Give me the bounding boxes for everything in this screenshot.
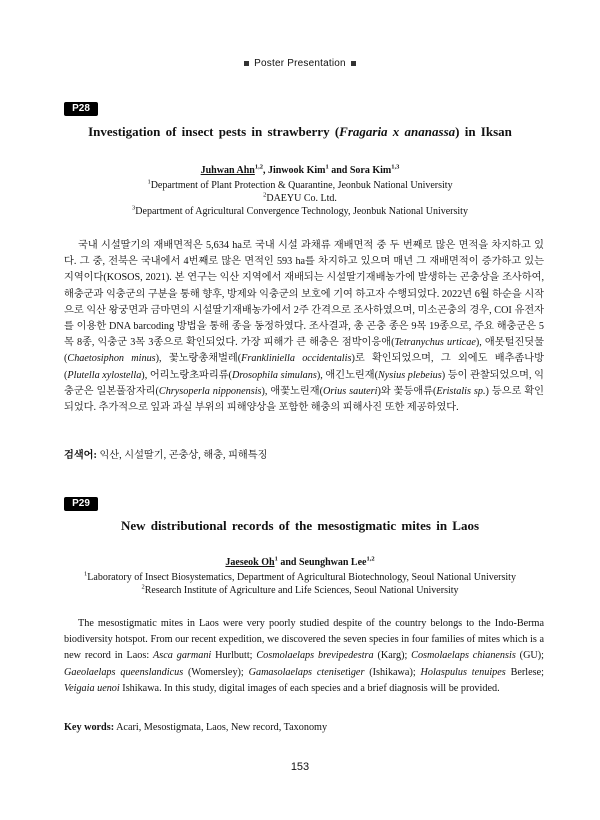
page-number: 153 [290, 761, 310, 773]
p29-affil-2 [40, 584, 560, 597]
p28-title-pre: Investigation of insect pests in strawberry ( [88, 124, 340, 139]
p29-affil-1 [40, 571, 560, 584]
p28-abs-text: )로 확인되었으며, 그 외에도 배추좀나방( [64, 353, 544, 381]
p29-authors [40, 557, 560, 568]
p28-author-3-sup: 1,3 [391, 163, 400, 171]
p29-author-1-sup: 1 [274, 555, 278, 563]
p28-keywords-list: 익산, 시설딸기, 곤충상, 해충, 피해특징 [96, 450, 268, 461]
p28-author-1: Juhwan Ahn [200, 165, 255, 176]
p29-title: New distributional records of the mesostigmatic mites in Laos [120, 518, 480, 533]
p29-author-2: and Seunghwan Lee [277, 557, 367, 568]
p28-affil-2-text: DAEYU Co. Ltd. [266, 193, 337, 204]
p29-keywords-label: Key words: [64, 722, 115, 733]
p28-abs-text: 국내 시설딸기의 재배면적은 5,634 ha로 국내 시설 과채류 재배면적 중 두 번째로 많은 면적을 차지하고 있다. 그 중, 전북은 국내에서 4번째로 많은 면적인 593 ha를 차지하고 있으며 매년 그 재배면적이 증가하고 있는 지역이다(KOSOS, 2021). 본 연구는 익산 지역에서 재배되는 시설딸기재배농가에 발생하는 곤충상을 조사하여, 해충군과 익충군의 구분을 통해 향후, 방제와 익충군의 보호에 기여 하고자 수행되었다. 2022년 6월 하순을 시작으로 익산 왕궁면과 금마면의 시설딸기재배농가에서 2주 간격으로 조사하였으며, 미소곤충의 경우, COI 유전자를 이용한 DNA barcoding 방법을 통해 종을 동정하였다. 조사결과, 총 곤충 종은 9목 19종으로, 주요 해충군은 5목 8종, 익충군 3목 3종으로 확인되었다. 가장 피해가 큰 해충은 점박이응애( [64, 240, 544, 349]
p28-abs-species: Nysius plebeius [377, 369, 442, 381]
p28-abs-text: ), 꽃노랑총채벌레( [155, 353, 242, 365]
p28-abs-text: ), 애꽃노린재( [261, 385, 323, 397]
p29-abs-species: Gamasolaelaps cteniset [248, 666, 348, 678]
p29-author-1: Jaeseok Oh [225, 557, 275, 568]
p28-affil-3-text: Department of Agricultural Convergence Technology, Jeonbuk National University [135, 206, 468, 217]
p29-abs-species: Asca garmani [153, 650, 212, 662]
p28-abs-text: ), 애긴노린재( [316, 369, 378, 381]
p29-abs-text: (Ishikawa); [364, 666, 421, 678]
p29-abs-species: Cosmolaelaps brevipedestra [256, 650, 374, 662]
p28-author-2-sup: 1 [325, 163, 329, 171]
p29-affil-1-sup: 1 [84, 570, 88, 578]
p28-abs-text: ), 애못털진딧물( [64, 337, 544, 365]
p29-abs-text: Hurlbutt; [211, 650, 257, 662]
p29-affil-1-text: Laboratory of Insect Biosystematics, Department of Agricultural Biotechnology, Seoul National University [87, 572, 516, 583]
p29-keywords-list: Acari, Mesostigmata, Laos, New record, Taxonomy [114, 722, 328, 733]
p28-abs-species: Chrysoperla nipponensis [158, 385, 262, 397]
p28-abs-species: Tetranychus urticae [394, 337, 476, 349]
p29-abs-species: Veigaia uenoi [64, 682, 120, 694]
p28-keywords-label: 검색어: [64, 450, 97, 461]
p29-abs-text: (Karg); [373, 650, 412, 662]
p28-abs-species: Drosophila simulans [231, 369, 317, 381]
p28-affil-1-text: Department of Plant Protection & Quarantine, Jeonbuk National University [150, 180, 453, 191]
p28-keywords [64, 446, 544, 461]
p28-title [40, 124, 560, 140]
p29-affil-2-text: Research Institute of Agriculture and Life Sciences, Seoul National University [144, 585, 459, 596]
poster-tag-p29: P29 [64, 497, 98, 511]
p28-abs-species: Orius sauteri [322, 385, 378, 397]
p28-abs-text: ) 등이 관찰되었으며, 익충군은 일본풀잠자리( [64, 369, 545, 397]
p29-abs-text: (Womersley); [183, 666, 249, 678]
p29-abs-text: i [347, 666, 351, 678]
p29-affiliations [40, 571, 560, 597]
p29-abs-species: Holaspulus tenuipes [420, 666, 506, 678]
p28-author-1-sup: 1,2 [254, 163, 263, 171]
p29-affil-2-sup: 2 [141, 583, 145, 591]
poster-tag-p28: P28 [64, 102, 98, 116]
p28-affil-2 [40, 192, 560, 205]
p28-author-2: , Jinwook Kim [262, 165, 326, 176]
p29-abstract [64, 616, 544, 697]
p28-abs-text: ), 어리노랑초파리류( [141, 369, 232, 381]
p29-abs-species: ger [350, 666, 365, 678]
p29-abs-text: The mesostigmatic mites in Laos were very poorly studied despite of the country belongs to the Indo-Berma biodiversity hotspot. From our recent expedition, we discovered the seven species in four families of mites which is a new record in Laos: [64, 618, 544, 662]
p28-affil-3-sup: 3 [132, 204, 136, 212]
p28-abs-text: ) 등으로 확인되었다. 추가적으로 잎과 과실 부위의 피해양상을 포함한 해충의 피해사진 또한 제공하였다. [64, 385, 544, 414]
p28-authors [40, 165, 560, 176]
p28-abs-species: Frankliniella occidentalis [241, 353, 352, 365]
p29-abs-text: (GU); [515, 650, 545, 662]
p29-abs-text: Berlese; [505, 666, 544, 678]
p28-title-post: ) in Iksan [455, 124, 512, 139]
header-label: Poster Presentation [254, 58, 346, 69]
p28-abs-species: Chaetosiphon minus [67, 353, 156, 365]
p28-abs-text: )와 꽃등애류( [377, 385, 437, 397]
p29-abs-species: Gaeolaelaps queenslandicus [64, 666, 184, 678]
p28-abstract [64, 238, 544, 416]
p28-author-3: and Sora Kim [328, 165, 392, 176]
p29-author-2-sup: 1,2 [366, 555, 375, 563]
page-header [0, 58, 600, 69]
p28-affil-3 [40, 205, 560, 218]
p28-affil-1-sup: 1 [147, 178, 151, 186]
square-bullet-icon [351, 61, 356, 66]
p28-affil-1 [40, 179, 560, 192]
p29-abs-text: Ishikawa. In this study, digital images of each species and a brief diagnosis will be provided. [119, 682, 500, 694]
p28-affil-2-sup: 2 [263, 191, 267, 199]
p28-title-species: Fragaria x ananassa [339, 124, 456, 139]
p28-affiliations [40, 179, 560, 218]
p29-abs-species: Cosmolaelaps chianensis [411, 650, 516, 662]
square-bullet-icon [244, 61, 249, 66]
p29-keywords [64, 722, 544, 733]
p28-abs-species: Eristalis sp. [436, 385, 486, 397]
p28-abs-species: Plutella xylostella [67, 369, 142, 381]
